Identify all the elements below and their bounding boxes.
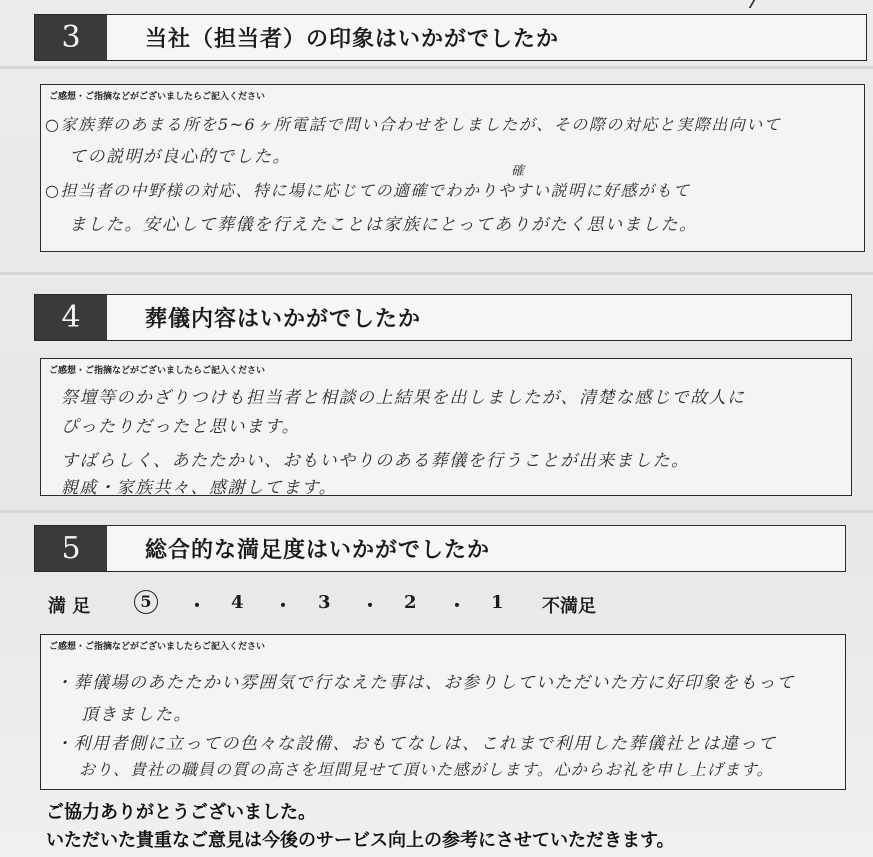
handwritten-line: ぴったりだったと思います。 (61, 417, 301, 437)
comment-prompt: ご感想・ご指摘などがございましたらご記入ください (49, 366, 266, 376)
handwritten-line: ました。安心して葬儀を行えたことは家族にとってありがたく思いました。 (69, 215, 698, 235)
paper-band (0, 272, 873, 275)
section-title: 総合的な満足度はいかがでしたか (145, 537, 491, 563)
scale-label-satisfied: 満 足 (48, 596, 91, 617)
section-4-comment-box[interactable] (40, 358, 852, 496)
check-mark (739, 0, 756, 8)
handwritten-line: ・葬儀場のあたたかい雰囲気で行なえた事は、お参りしていただいた方に好印象をもって (55, 673, 795, 693)
handwritten-line: ・利用者側に立っての色々な設備、おもてなしは、これまで利用した葬儀社とは違って (55, 734, 777, 754)
section-3-comment-box[interactable] (40, 84, 865, 252)
scale-separator: ・ (188, 596, 206, 617)
footer-note: いただいた貴重なご意見は今後のサービス向上の参考にさせていただきます。 (46, 830, 675, 851)
scale-option[interactable]: 3 (318, 592, 331, 613)
scale-option-selected[interactable]: 5 (134, 590, 158, 614)
scale-option[interactable]: 1 (491, 592, 504, 613)
handwritten-line: 親戚・家族共々、感謝してます。 (61, 478, 338, 498)
scale-separator: ・ (448, 596, 466, 617)
comment-prompt: ご感想・ご指摘などがございましたらご記入ください (49, 92, 266, 102)
scale-option[interactable]: 2 (404, 592, 417, 613)
section-number: 4 (35, 295, 107, 340)
section-number: 3 (35, 15, 107, 60)
scale-separator: ・ (274, 596, 292, 617)
handwritten-line: 頂きました。 (81, 705, 192, 725)
footer-thanks: ご協力ありがとうございました。 (46, 802, 316, 823)
comment-prompt: ご感想・ご指摘などがございましたらご記入ください (49, 642, 266, 652)
scale-label-unsatisfied: 不満足 (542, 596, 596, 617)
handwritten-line: ての説明が良心的でした。 (69, 147, 291, 167)
paper-band (0, 66, 873, 69)
paper-band (0, 510, 873, 513)
section-number: 5 (35, 526, 107, 571)
handwritten-line: 祭壇等のかざりつけも担当者と相談の上結果を出しましたが、清楚な感じで故人に (61, 388, 746, 408)
scale-option[interactable]: 4 (231, 592, 244, 613)
handwritten-line: すばらしく、あたたかい、おもいやりのある葬儀を行うことが出来ました。 (61, 451, 690, 471)
handwritten-correction: 確 (511, 164, 526, 179)
scale-separator: ・ (361, 596, 379, 617)
handwritten-line: おり、貴社の職員の質の高さを垣間見せて頂いた感がします。心からお礼を申し上げます。 (79, 760, 774, 779)
section-5-comment-box[interactable] (40, 634, 846, 790)
section-4-header (34, 294, 852, 341)
section-3-header (34, 14, 867, 61)
section-title: 当社（担当者）の印象はいかがでしたか (145, 26, 560, 52)
section-5-header (34, 525, 846, 572)
handwritten-line: ○担当者の中野様の対応、特に場に応じての適確でわかりやすい説明に好感がもて (45, 181, 691, 200)
satisfaction-scale (48, 592, 808, 622)
section-title: 葬儀内容はいかがでしたか (145, 306, 422, 332)
handwritten-line: ○家族葬のあまる所を5~6ヶ所電話で問い合わせをしましたが、その際の対応と実際出向いて (45, 115, 782, 134)
